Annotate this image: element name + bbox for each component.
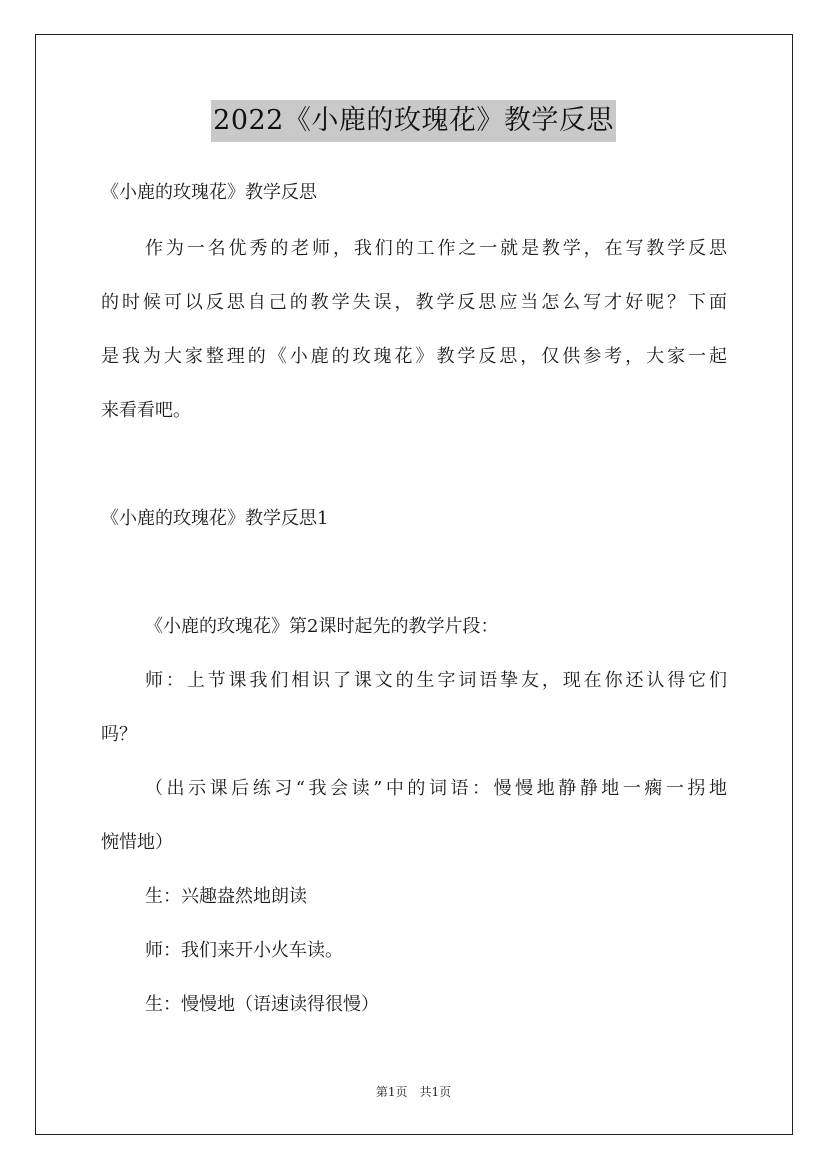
page-footer: 第1页 共1页 bbox=[375, 1085, 452, 1099]
body-line-2: 师：上节课我们相识了课文的生字词语挚友，现在你还认得它们 bbox=[145, 670, 727, 691]
body-line-4: （出示课后练习“我会读”中的词语：慢慢地静静地一瘸一拐地 bbox=[145, 778, 727, 799]
body-line-6: 生：兴趣盎然地朗读 bbox=[145, 886, 307, 907]
body-line-1: 《小鹿的玫瑰花》第2课时起先的教学片段： bbox=[145, 616, 499, 637]
body-line-3: 吗？ bbox=[101, 724, 137, 745]
intro-line-4: 来看看吧。 bbox=[101, 400, 191, 421]
body-line-7: 师：我们来开小火车读。 bbox=[145, 940, 343, 961]
intro-line-2: 的时候可以反思自己的教学失误，教学反思应当怎么写才好呢？下面 bbox=[101, 292, 727, 313]
body-line-5: 惋惜地） bbox=[101, 832, 173, 853]
intro-line-1: 作为一名优秀的老师，我们的工作之一就是教学，在写教学反思 bbox=[145, 238, 727, 259]
title-container bbox=[0, 100, 827, 142]
document-title: 2022《小鹿的玫瑰花》教学反思 bbox=[211, 100, 616, 142]
intro-line-3: 是我为大家整理的《小鹿的玫瑰花》教学反思，仅供参考，大家一起 bbox=[101, 346, 727, 367]
document-subtitle: 《小鹿的玫瑰花》教学反思 bbox=[101, 182, 317, 203]
section-heading: 《小鹿的玫瑰花》教学反思1 bbox=[101, 508, 329, 529]
body-line-8: 生：慢慢地（语速读得很慢） bbox=[145, 994, 379, 1015]
